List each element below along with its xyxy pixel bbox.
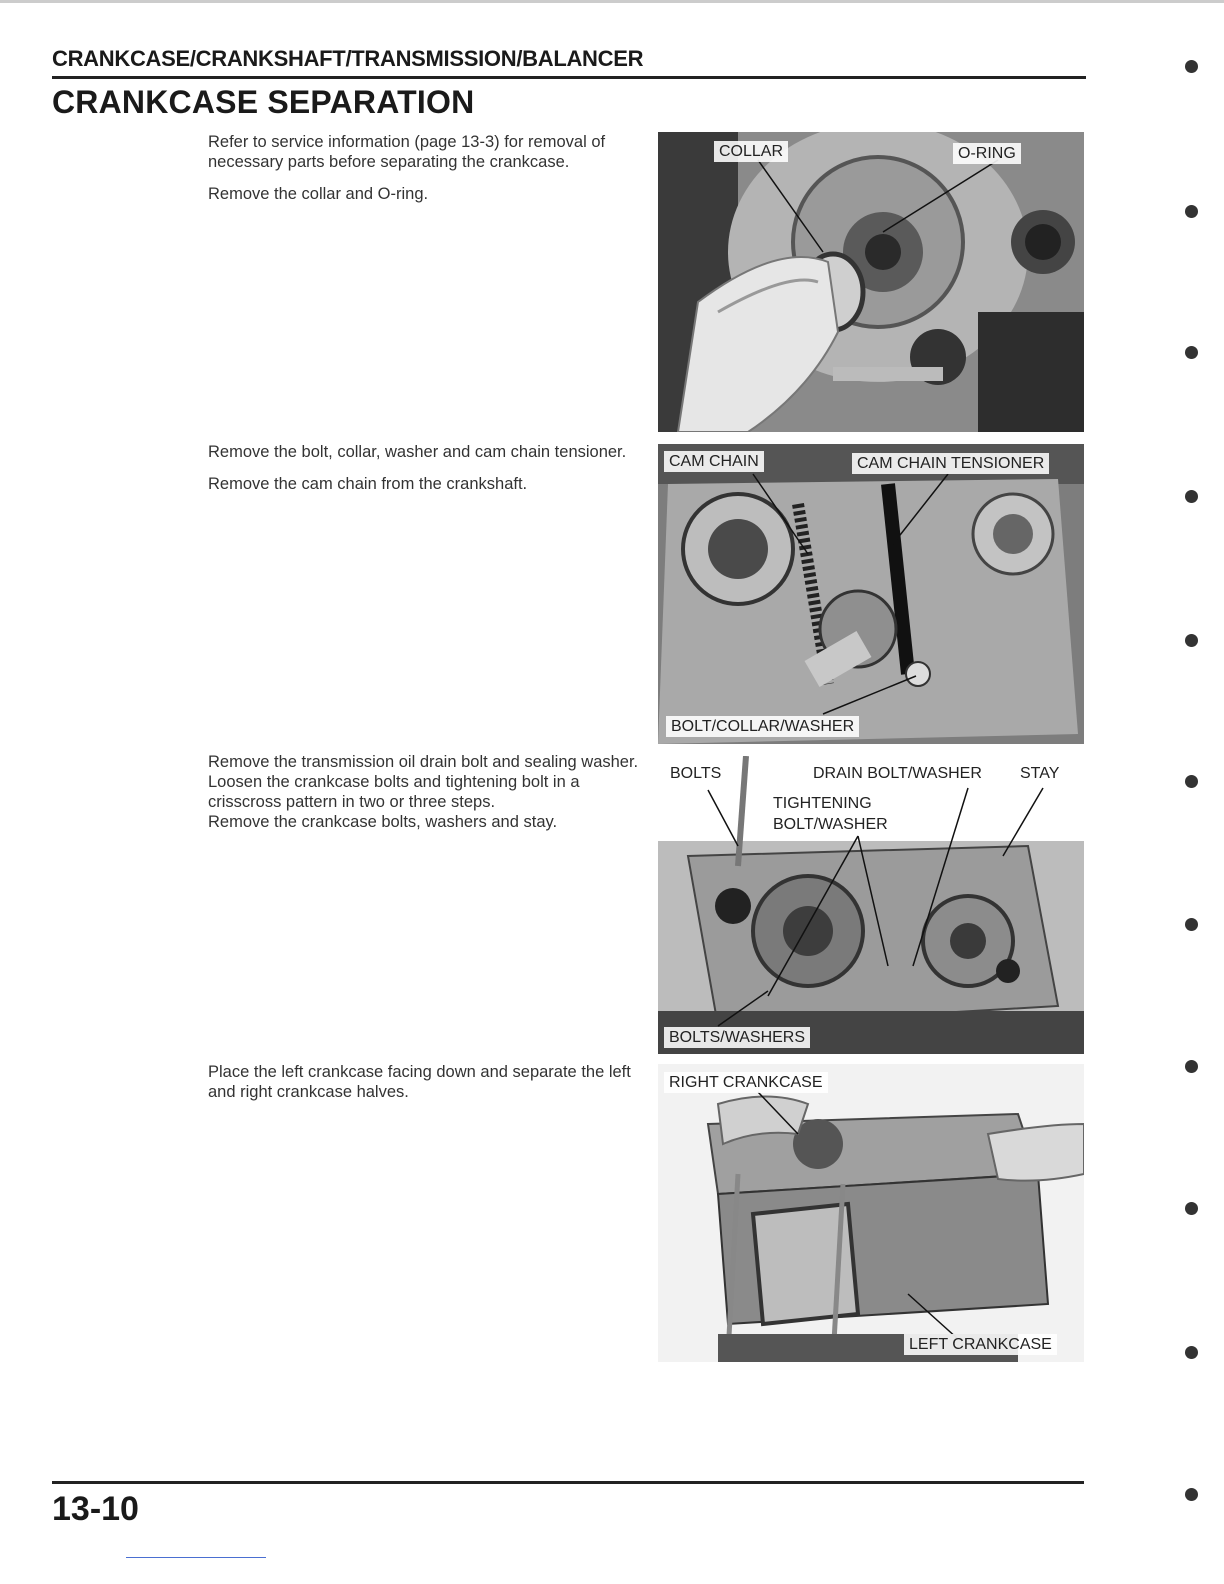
step-3-paragraph-3: Remove the crankcase bolts, washers and stay. (208, 813, 558, 831)
engine-photo-4 (658, 1064, 1084, 1362)
binder-hole-dot (1185, 205, 1198, 218)
figure-crankcase-halves-photo (658, 1064, 1084, 1362)
cam-chain-label: CAM CHAIN (664, 451, 764, 472)
stay-label: STAY (1020, 765, 1060, 782)
header-rule (52, 76, 1086, 79)
figure-crankcase-bolts-photo (658, 756, 1084, 1054)
footer-rule (52, 1481, 1084, 1484)
step-3-paragraph-1: Remove the transmission oil drain bolt and sealing washer. (208, 753, 639, 771)
binder-hole-dot (1185, 60, 1198, 73)
collar-label: COLLAR (714, 141, 788, 162)
engine-photo-2 (658, 444, 1084, 744)
step-4-paragraph-1: Place the left crankcase facing down and separate the left and right crankcase halves. (208, 1063, 631, 1101)
binder-hole-dot (1185, 918, 1198, 931)
bolt-collar-washer-label: BOLT/COLLAR/WASHER (666, 716, 859, 737)
o-ring-label: O-RING (953, 143, 1021, 164)
page-title: CRANKCASE SEPARATION (52, 84, 475, 120)
section-header: CRANKCASE/CRANKSHAFT/TRANSMISSION/BALANCER (52, 46, 644, 71)
binder-hole-dot (1185, 775, 1198, 788)
top-edge-line (0, 0, 1224, 3)
page-number: 13-10 (52, 1490, 139, 1528)
binder-hole-dot (1185, 1488, 1198, 1501)
step-1-paragraph-2: Remove the collar and O-ring. (208, 185, 429, 203)
left-crankcase-label: LEFT CRANKCASE (904, 1334, 1057, 1355)
step-1-text (208, 132, 648, 216)
bolts-label: BOLTS (670, 765, 722, 782)
step-2-paragraph-2: Remove the cam chain from the crankshaft. (208, 475, 528, 493)
tightening-label-line-1: TIGHTENING (768, 793, 877, 814)
cam-chain-tensioner-label: CAM CHAIN TENSIONER (852, 453, 1049, 474)
binder-hole-dot (1185, 1202, 1198, 1215)
binder-hole-dot (1185, 1060, 1198, 1073)
binder-hole-dot (1185, 346, 1198, 359)
engine-photo-1 (658, 132, 1084, 432)
step-3-paragraph-2: Loosen the crankcase bolts and tightening bolt in a crisscross pattern in two or three steps. (208, 773, 580, 811)
figure-collar-oring-photo (658, 132, 1084, 432)
bolts-washers-label: BOLTS/WASHERS (664, 1027, 810, 1048)
binder-hole-dot (1185, 634, 1198, 647)
footer-link-underline (126, 1557, 266, 1558)
binder-hole-dot (1185, 1346, 1198, 1359)
step-3-text (208, 752, 648, 832)
tightening-label-line-2: BOLT/WASHER (768, 814, 893, 835)
drain-bolt-washer-label: DRAIN BOLT/WASHER (813, 765, 982, 782)
figure-cam-chain-photo (658, 444, 1084, 744)
step-2-text (208, 442, 648, 506)
step-4-text (208, 1062, 648, 1114)
binder-hole-dot (1185, 490, 1198, 503)
step-1-paragraph-1: Refer to service information (page 13-3) for removal of necessary parts before separating the crankcase. (208, 133, 606, 171)
right-crankcase-label: RIGHT CRANKCASE (664, 1072, 828, 1093)
step-2-paragraph-1: Remove the bolt, collar, washer and cam chain tensioner. (208, 443, 627, 461)
